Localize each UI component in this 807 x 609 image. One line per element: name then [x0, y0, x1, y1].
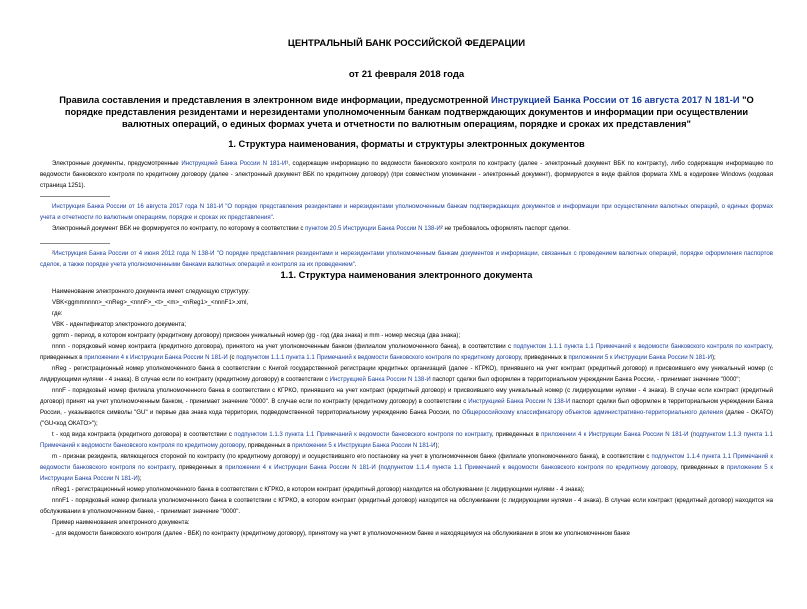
link[interactable]: приложении 4 к Инструкции Банка России N 181-И — [225, 464, 376, 471]
link-instruction-181-short[interactable]: Инструкцией Банка России N 181-И — [181, 160, 287, 167]
body-line: где: — [52, 310, 63, 317]
paragraph-nnnn: nnnn - порядковый номер контракта (кредитного договора), принятого на учет уполномоченным банком (филиалом уполномоченного банка), в соответствии с подпунктом 1.1.1 пункта 1.1 Примечаний к ведомости банковского контроля по контракту, приведенных в приложении 4 к Инструкции Банка России N 181-И (с подпунктом 1.1.1 пункта 1.1 Примечаний к ведомости банковского контроля по кредитному договору, приведенных в приложении 5 к Инструкции Банка России N 181-И); — [40, 343, 773, 361]
link-instruction-138-p20-5[interactable]: пунктом 20.5 Инструкции Банка России N 138-И — [305, 225, 441, 232]
document-page — [0, 38, 807, 609]
body-line: ggmm - период, в котором контракту (кредитному договору) присвоен уникальный номер (gg - год (два знака) и mm - номер месяца (два знака); — [52, 332, 461, 339]
footnote-divider — [40, 196, 110, 197]
link[interactable]: подпунктом 1.1.3 пункта 1.1 Примечаний к ведомости банковского контроля по контракту — [234, 431, 492, 438]
paragraph-nnnf: nnnF - порядковый номер филиала уполномоченного банка в соответствии с КГРКО, принявшего на учет контракт (кредитный договор) и присвоившего ему уникальный номер (с лидирующими нулями - 4 знака). В случае если контракт (кредитный договор) принят на учет уполномоченным банком, - принимает значение "0000". В случае если по контракту (кредитному договору) в соответствии с Инструкцией Банка России N 138-И паспорт сделки был оформлен в территориальном учреждении Банка России, - указываются символы "GU" и первые два знака кода территории, подведомственной территориальному учреждению Банка России, по Общероссийскому классификатору объектов административно-территориального деления (далее - ОКАТО) ("GU<код ОКАТО>"); — [40, 387, 774, 427]
link[interactable]: подпунктом 1.1.4 пункта 1.1 Примечаний к ведомости банковского контроля по контракту — [40, 453, 773, 471]
link[interactable]: Общероссийскому классификатору объектов административно-территориального деления — [461, 409, 723, 416]
link-instruction-181[interactable]: Инструкцией Банка России от 16 августа 2017 N 181-И — [490, 95, 740, 105]
link[interactable]: приложении 5 к Инструкции Банка России N 181-И — [40, 464, 773, 482]
paragraph-nreg1: nReg1 - регистрационный номер уполномоченного банка в соответствии с КГРКО, в котором контракт (кредитный договор) находится на обслуживании (с лидирующими нулями - 4 знака); — [52, 486, 585, 493]
paragraph-nnnf1: nnnF1 - порядковый номер филиала уполномоченного банка в соответствии с КГРКО, в котором контракт (кредитный договор) находится на обслуживании (с лидирующими нулями - 4 знака). В случае если контракт (кредитный договор) находится на обслуживании в уполномоченном банке, - принимает значение "0000". — [40, 497, 773, 515]
link[interactable]: Инструкцией Банка России N 138-И — [468, 398, 571, 405]
example-heading: Пример наименования электронного документа: — [52, 519, 190, 526]
link[interactable]: приложении 5 к Инструкции Банка России N 181-И — [568, 354, 712, 361]
link[interactable]: подпунктом 1.1.1 пункта 1.1 Примечаний к ведомости банковского контроля по кредитному договору — [236, 354, 521, 361]
example-line: - для ведомости банковского контроля (далее - ВБК) по контракту (кредитному договору), принятому на учет в уполномоченном банке и находящемуся на обслуживании в этом же уполномоченном банке — [52, 530, 630, 537]
link[interactable]: Инструкцией Банка России N 138-И — [329, 376, 431, 383]
link[interactable]: подпунктом 1.1.4 пункта 1.1 Примечаний к ведомости банковского контроля по кредитному договору — [380, 464, 677, 471]
document-date: от 21 февраля 2018 года — [348, 69, 465, 80]
link[interactable]: подпунктом 1.1.1 пункта 1.1 Примечаний к ведомости банковского контроля по контракту — [513, 343, 772, 350]
body-line: Наименование электронного документа имеет следующую структуру: — [52, 288, 250, 295]
link[interactable]: приложении 5 к Инструкции Банка России N 181-И — [292, 442, 436, 449]
paragraph-nreg: nReg - регистрационный номер уполномоченного банка в соответствии с Книгой государственной регистрации кредитных организаций (далее - КГРКО), принявшего на учет контракт (кредитный договор) и присвоившего ему уникальный номер (с лидирующими нулями - 4 знака). В случае если по контракту (кредитному договору) в соответствии с Инструкцией Банка России N 138-И паспорт сделки был оформлен в территориальном учреждении Банка России, - принимает значение "0000"; — [40, 365, 773, 383]
paragraph-m: m - признак резидента, являющегося стороной по контракту (по кредитному договору) и осуществившего его постановку на учет в уполномоченном банке (филиале уполномоченного банка), в соответствии с подпунктом 1.1.4 пункта 1.1 Примечаний к ведомости банковского контроля по контракту, приведенных в приложении 4 к Инструкции Банка России N 181-И (подпунктом 1.1.4 пункта 1.1 Примечаний к ведомости банковского контроля по кредитному договору, приведенных в приложении 5 к Инструкции Банка России N 181-И); — [40, 453, 773, 482]
link[interactable]: приложении 4 к Инструкции Банка России N 181-И — [84, 354, 228, 361]
link[interactable]: подпунктом 1.1.3 пункта 1.1 Примечаний к ведомости банковского контроля по кредитному договору — [40, 431, 773, 449]
link-footnote-2[interactable]: Инструкция Банка России от 4 июня 2012 года N 138-И "О порядке представления резидентами и нерезидентами уполномоченным банкам документов и информации, связанных с проведением валютных операций, порядке оформления паспортов сделок, а также порядке учета уполномоченными банками валютных операций и контроля за их проведением" — [40, 250, 773, 268]
section-1-1-title: 1.1. Структура наименования электронного документа — [280, 270, 533, 280]
link[interactable]: приложении 4 к Инструкции Банка России N 181-И — [541, 431, 689, 438]
section-1-title: 1. Структура наименования, форматы и структуры электронных документов — [228, 139, 585, 149]
footnote-1: Инструкция Банка России от 16 августа 2017 года N 181-И "О порядке представления резидентами и нерезидентами уполномоченным банкам подтверждающих документов и информации при осуществлении валютных операций, о единых формах учета и отчетности по валютным операциям, порядке и сроках их представления". — [40, 203, 773, 221]
document-title: Правила составления и представления в электронном виде информации, предусмотренной Инструкцией Банка России от 16 августа 2017 N 181-И "О порядке представления резидентами и нерезидентами уполномоченным банкам подтверждающих документов и информации при осуществлении валютных операций, о единых формах учета и отчетности по валютным операциям, порядке и сроках их представления" — [59, 95, 754, 129]
footnote-2: ²Инструкция Банка России от 4 июня 2012 года N 138-И "О порядке представления резидентами и нерезидентами уполномоченным банкам документов и информации, связанных с проведением валютных операций, порядке оформления паспортов сделок, а также порядке учета уполномоченными банками валютных операций и контроля за их проведением". — [40, 250, 773, 268]
body-line: VBK<ggmmnnnn>_<nReg>_<nnnF>_<t>_<m>_<nReg1>_<nnnF1>.xml, — [52, 299, 249, 306]
note-vbk: Электронный документ ВБК не формируется по контракту, по которому в соответствии с пунктом 20.5 Инструкции Банка России N 138-И² не требовалось оформлять паспорт сделки. — [52, 225, 570, 232]
body-line: VBK - идентификатор электронного документа; — [52, 321, 187, 328]
footnote-divider-2 — [40, 243, 110, 244]
intro-paragraph: Электронные документы, предусмотренные Инструкцией Банка России N 181-И¹, содержащие информацию по ведомости банковского контроля по контракту (далее - электронный документ ВБК по контракту), либо содержащие информацию по ведомости банковского контроля по кредитному договору (далее - электронный документ ВБК по кредитному договору) (при совместном упоминании - электронный документ), формируются в виде файлов формата XML в кодировке Windows (кодовая страница 1251). — [40, 160, 773, 189]
link-footnote-1[interactable]: Инструкция Банка России от 16 августа 2017 года N 181-И "О порядке представления резидентами и нерезидентами уполномоченным банкам подтверждающих документов и информации при осуществлении валютных операций, о единых формах учета и отчетности по валютным операциям, порядке и сроках их представления" — [40, 203, 773, 221]
paragraph-t: t - код вида контракта (кредитного договора) в соответствии с подпунктом 1.1.3 пункта 1.1 Примечаний к ведомости банковского контроля по контракту, приведенных в приложении 4 к Инструкции Банка России N 181-И (подпунктом 1.1.3 пункта 1.1 Примечаний к ведомости банковского контроля по кредитному договору, приведенных в приложении 5 к Инструкции Банка России N 181-И); — [40, 431, 773, 449]
bank-name: ЦЕНТРАЛЬНЫЙ БАНК РОССИЙСКОЙ ФЕДЕРАЦИИ — [287, 38, 526, 49]
